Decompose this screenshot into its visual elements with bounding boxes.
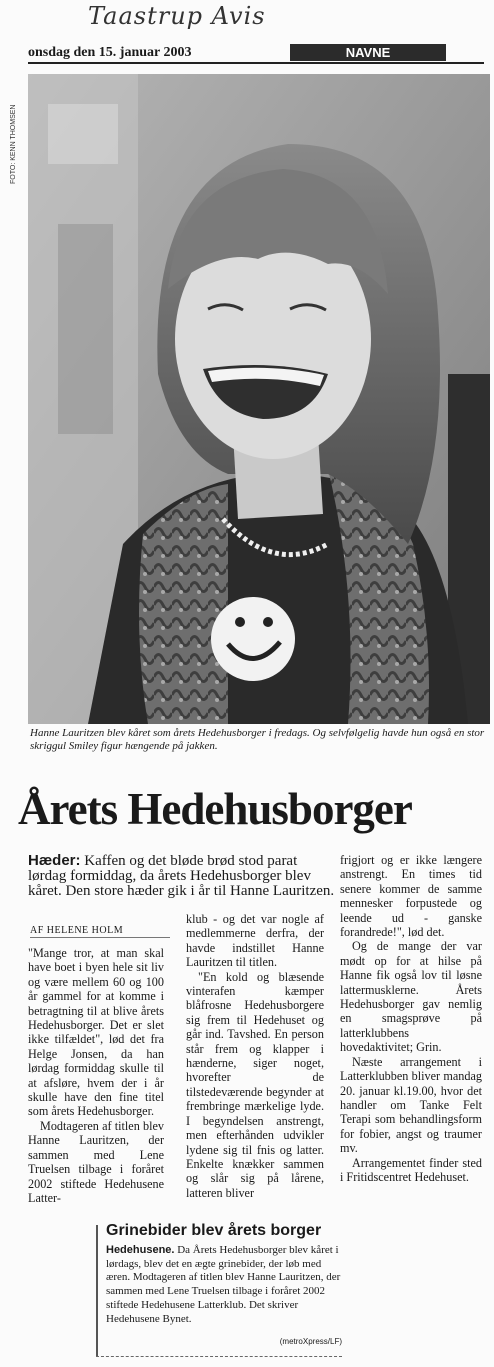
portrait-illustration bbox=[28, 74, 490, 724]
paragraph: klub - og det var nogle af medlemmerne derfra, der havde indstillet Hanne Lauritzen til titlen. bbox=[186, 912, 324, 970]
paragraph: Og de mange der var mødt op for at hilse på Hanne fik også lov til løsne lattermusklerne. Årets Hedehusborger gav nemlig en smagsprøve på latterklubbens hovedaktivitet; Grin. bbox=[340, 939, 482, 1055]
brief-body bbox=[96, 1244, 342, 1327]
news-brief bbox=[96, 1222, 342, 1346]
paragraph: "En kold og blæsende vinterafen kæmper blåfrosne Hedehusborgere sig frem til Hedehuset og går ind. Tavshed. En person står frem og klapper i hænderne, siger noget, hvorefter de tilstedeværende begynder at frembringe mærkelige lyde. I begyndelsen anstrengt, men efterhånden udvikler lydene sig til fnis og latter. Enkelte knækker sammen og slår sig på lårene, latteren bliver bbox=[186, 969, 324, 1200]
article-lead bbox=[28, 853, 338, 899]
paragraph: Arrangementet finder sted i Fritidscentret Hedehuset. bbox=[340, 1155, 482, 1184]
brief-source: (metroXpress/LF) bbox=[279, 1337, 342, 1346]
photo-credit: FOTO: KENN THOMSEN bbox=[10, 104, 17, 184]
handwritten-publication-note: Taastrup Avis bbox=[88, 2, 266, 30]
section-tag: NAVNE bbox=[290, 44, 446, 61]
header-rule bbox=[28, 62, 484, 64]
body-column-3 bbox=[340, 853, 482, 1184]
issue-date: onsdag den 15. januar 2003 bbox=[28, 45, 192, 60]
brief-text: Da Årets Hedehusborger blev kåret i lørdags, blev det en ægte grinebider, der løb med æren. Modtageren af titlen blev Hanne Lauritzen, der sammen med Lene Truelsen tilbage i foråret 2002 stiftede Hedehusene Latterklub. Det skriver Hedehusene Bynet. bbox=[106, 1243, 341, 1325]
lead-kicker: Hæder: bbox=[28, 852, 81, 869]
body-column-1 bbox=[28, 946, 164, 1205]
brief-kicker: Hedehusene. bbox=[106, 1243, 175, 1256]
lead-text: Kaffen og det bløde brød stod parat lørdag formiddag, da årets Hedehusborger blev kåret. Den store hæder gik i år til Hanne Lauritzen. bbox=[28, 853, 335, 899]
paragraph: Næste arrangement i Latterklubben bliver mandag 20. januar kl.19.00, hvor det handler om Tanke Felt Terapi som behandlingsform for fobier, angst og traumer mv. bbox=[340, 1054, 482, 1156]
brief-title: Grinebider blev årets borger bbox=[106, 1222, 322, 1239]
article-headline: Årets Hedehusborger bbox=[18, 784, 412, 834]
body-column-2 bbox=[186, 912, 324, 1200]
portrait-photo bbox=[28, 74, 490, 724]
bottom-rule bbox=[96, 1356, 342, 1357]
paragraph: frigjort og er ikke længere anstrengt. En times tid senere kommer de samme mennesker forpustede og leende ud - ganske forandrede!", lød det. bbox=[340, 853, 482, 940]
byline: AF HELENE HOLM bbox=[30, 925, 170, 938]
photo-caption: Hanne Lauritzen blev kåret som årets Hedehusborger i fredags. Og selvfølgelig havde hun også en stor skriggul Smiley figur hængende på jakken. bbox=[30, 727, 485, 752]
paragraph: "Mange tror, at man skal have boet i byen hele sit liv og være mellem 60 og 100 år gammel for at komme i betragtning til at blive årets Hedehusborger. Det er slet ikke tilfældet", lød det fra Helge Jonsen, da han lørdag formiddag skulle til at afsløre, hvem der i år skulle have den fine titel som årets Hedehusborger. bbox=[28, 946, 164, 1119]
paragraph: Modtageren af titlen blev Hanne Lauritzen, der sammen med Lene Truelsen tilbage i foråret 2002 stiftede Hedehusene Latter- bbox=[28, 1118, 164, 1205]
